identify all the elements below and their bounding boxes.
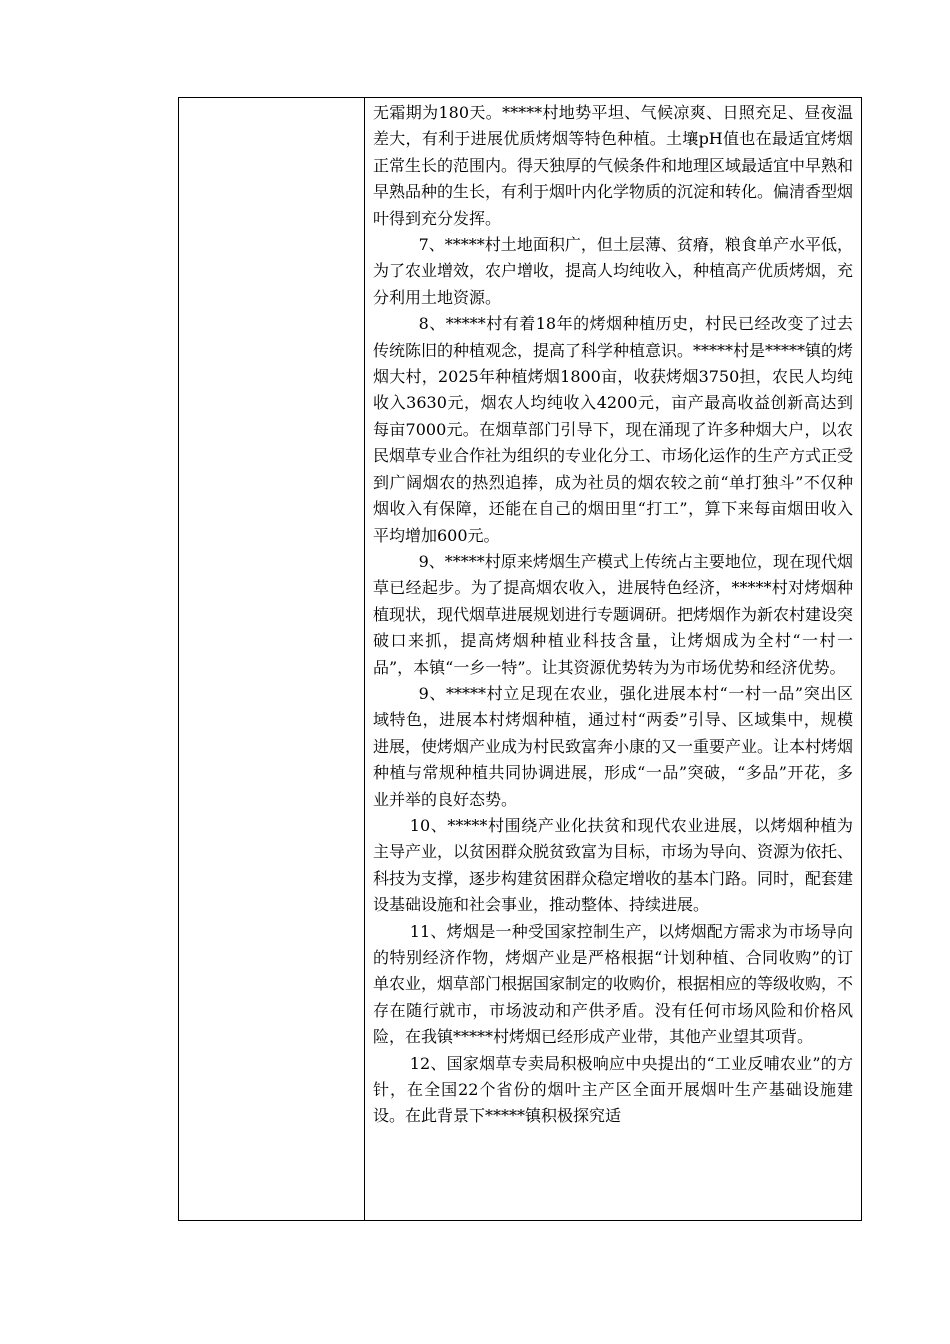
paragraph-item-12: 12、国家烟草专卖局积极响应中央提出的“工业反哺农业”的方针，在全国22个省份的烟叶主产区全面开展烟叶生产基础设施建设。在此背景下*****镇积极探究适: [373, 1053, 853, 1126]
paragraph-item-9b: 9、*****村立足现在农业，强化进展本村“一村一品”突出区域特色，进展本村烤烟种植，通过村“两委”引导、区域集中，规模进展，使烤烟产业成为村民致富奔小康的又一重要产业。让本村烤烟种植与常规种植共同协调进展，形成“一品”突破，“多品”开花，多业并举的良好态势。: [373, 683, 854, 809]
paragraph-item-8: 8、*****村有着18年的烤烟种植历史，村民已经改变了过去传统陈旧的种植观念，提高了科学种植意识。*****村是*****镇的烤烟大村，2025年种植烤烟1800亩，收获烤烟3750担，农民人均纯收入3630元，烟农人均纯收入4200元，亩产最高收益创新高达到每亩7000元。在烟草部门引导下，现在涌现了许多种烟大户，以农民烟草专业合作社为组织的专业化分工、市场化运作的生产方式正受到广阔烟农的热烈追捧，成为社员的烟农较之前“单打独斗”不仅种烟收入有保障，还能在自己的烟田里“打工”，算下来每亩烟田收入平均增加600元。: [373, 314, 854, 545]
content-table: [178, 97, 862, 1221]
table-content-column: [365, 98, 861, 1220]
paragraph-item-10: 10、*****村围绕产业化扶贫和现代农业进展，以烤烟种植为主导产业，以贫困群众脱贫致富为目标，市场为导向、资源为依托、科技为支撑，逐步构建贫困群众稳定增收的基本门路。同时，配套建设基础设施和社会事业，推动整体、持续进展。: [373, 815, 854, 915]
table-label-column: [179, 98, 365, 1220]
paragraph-item-7: 7、*****村土地面积广，但土层薄、贫瘠，粮食单产水平低，为了农业增效，农户增收，提高人均纯收入，种植高产优质烤烟，充分利用土地资源。: [373, 235, 854, 307]
paragraph-item-11: 11、烤烟是一种受国家控制生产，以烤烟配方需求为市场导向的特别经济作物，烤烟产业是严格根据“计划种植、合同收购”的订单农业，烟草部门根据国家制定的收购价，根据相应的等级收购，不存在随行就市，市场波动和产供矛盾。没有任何市场风险和价格风险，在我镇*****村烤烟已经形成产业带，其他产业望其项背。: [373, 921, 854, 1047]
paragraph-item-9a: 9、*****村原来烤烟生产模式上传统占主要地位，现在现代烟草已经起步。为了提高烟农收入，进展特色经济，*****村对烤烟种植现状，现代烟草进展规划进行专题调研。把烤烟作为新农村建设突破口来抓，提高烤烟种植业科技含量，让烤烟成为全村“一村一品”，本镇“一乡一特”。让其资源优势转为为市场优势和经济优势。: [373, 551, 854, 677]
paragraph-continued: 无霜期为180天。*****村地势平坦、气候凉爽、日照充足、昼夜温差大，有利于进展优质烤烟等特色种植。土壤pH值也在最适宜烤烟正常生长的范围内。得天独厚的气候条件和地理区域最适宜中早熟和早熟品种的生长，有利于烟叶内化学物质的沉淀和转化。偏清香型烟叶得到充分发挥。: [373, 103, 854, 228]
